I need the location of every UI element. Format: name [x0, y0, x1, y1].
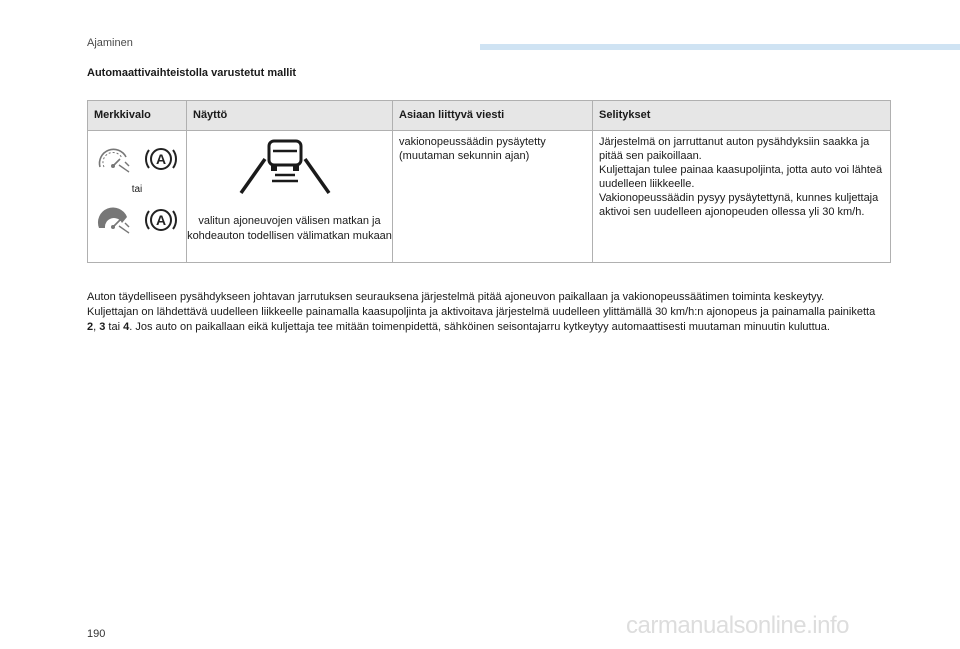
- display-description: valitun ajoneuvojen välisen matkan ja kohdeauton todellisen välimatkan mukaan: [187, 215, 392, 242]
- indicator-table: [87, 100, 891, 263]
- separator-text: tai: [131, 184, 143, 195]
- button-ref-3: 3: [99, 321, 106, 333]
- indicator-row-1: [88, 144, 186, 174]
- message-cell: vakionopeussäädin pysäytetty (muutaman sekunnin ajan): [393, 131, 593, 263]
- speedometer-filled-icon: [96, 206, 132, 234]
- svg-text:A: A: [155, 151, 167, 167]
- paragraph-line-2: [87, 305, 877, 335]
- button-ref-4: 4: [123, 321, 130, 333]
- speedometer-outline-icon: [96, 145, 132, 173]
- display-cell: [187, 131, 393, 263]
- auto-hold-icon: [144, 144, 178, 174]
- explanation-line: Vakionopeussäädin pysyy pysäytettynä, kunnes kuljettaja aktivoi sen uudelleen ajonopeuden ollessa yli 30 km/h.: [599, 192, 879, 218]
- section-title: Ajaminen: [87, 37, 133, 49]
- paragraph-sep: ,: [93, 321, 100, 333]
- paragraph-line-1: Auton täydelliseen pysähdykseen johtavan jarrutuksen seurauksena järjestelmä pitää ajoneuvon paikallaan ja vakionopeussäätimen toiminta keskeytyy.: [87, 291, 825, 303]
- header-accent-bar: [480, 44, 960, 50]
- header-naytto: Näyttö: [187, 101, 393, 131]
- subtitle: Automaattivaihteistolla varustetut mallit: [87, 67, 297, 79]
- button-ref-2: 2: [87, 321, 94, 333]
- explanation-cell: [593, 131, 891, 263]
- header-selitykset: Selitykset: [593, 101, 891, 131]
- paragraph-text: . Jos auto on paikallaan eikä kuljettaja tee mitään toimenpidettä, sähköinen seisontajarru kytkeytyy automaattisesti muutaman minuutin kuluttua.: [129, 321, 830, 333]
- indicator-row-2: [88, 205, 186, 235]
- car-road-display-icon: [237, 139, 333, 197]
- watermark: carmanualsonline.info: [626, 612, 849, 639]
- page-number: 190: [87, 628, 106, 640]
- svg-text:A: A: [155, 212, 167, 228]
- paragraph-text: Kuljettajan on lähdettävä uudelleen liikkeelle painamalla kaasupoljinta ja aktivoitava järjestelmä uudelleen ylittämällä 30 km/h:n ajonopeus ja painamalla painiketta: [87, 306, 876, 318]
- header-merkkivalo: Merkkivalo: [88, 101, 187, 131]
- body-paragraph: [87, 290, 877, 335]
- explanation-line: Järjestelmä on jarruttanut auton pysähdyksiin saakka ja pitää sen paikoillaan.: [599, 136, 870, 162]
- explanation-line: Kuljettajan tulee painaa kaasupoljinta, jotta auto voi lähteä uudelleen liikkeelle.: [599, 164, 883, 190]
- table-row: [88, 131, 891, 263]
- header-viesti: Asiaan liittyvä viesti: [393, 101, 593, 131]
- auto-hold-icon: [144, 205, 178, 235]
- paragraph-sep: tai: [105, 321, 124, 333]
- table-header-row: [88, 101, 891, 131]
- indicator-cell: [88, 131, 187, 263]
